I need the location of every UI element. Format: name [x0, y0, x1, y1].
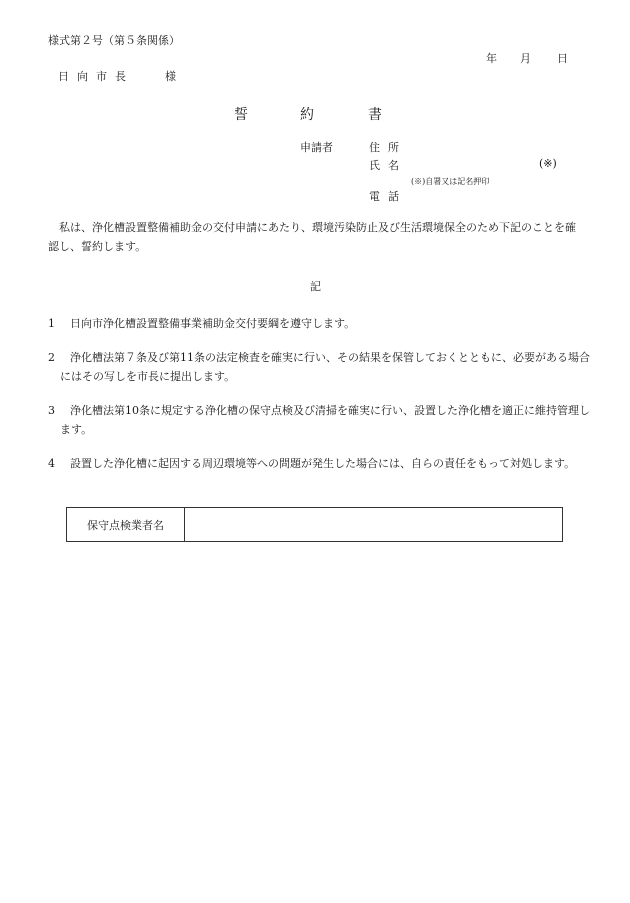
date-month-label: 月 [520, 52, 531, 65]
phone-label: 電話 [369, 190, 407, 203]
item-text: 日向市浄化槽設置整備事業補助金交付要綱を遵守します。 [70, 317, 356, 330]
record-heading: 記 [310, 280, 321, 293]
item-number: 3 [48, 404, 55, 417]
addressee: 日向市長 [58, 70, 134, 83]
inspector-label-cell: 保守点検業者名 [67, 508, 185, 542]
list-item [48, 401, 598, 439]
list-item [48, 454, 598, 473]
item-number: 2 [48, 351, 55, 364]
form-label: 様式第２号（第５条関係） [48, 34, 180, 47]
inspector-name-field[interactable] [185, 508, 563, 542]
item-number: 1 [48, 317, 55, 330]
item-text: 浄化槽法第７条及び第11条の法定検査を確実に行い、その結果を保管しておくとともに、必要がある場合にはその写しを市長に提出します。 [60, 351, 590, 383]
seal-note: (※)自署又は記名押印 [411, 177, 490, 186]
inspector-table [66, 507, 563, 542]
document-title-char-1: 誓 [234, 107, 248, 123]
list-item [48, 348, 598, 386]
date-year-label: 年 [486, 52, 497, 65]
name-label: 氏名 [369, 159, 407, 172]
addressee-honorific: 様 [165, 70, 176, 83]
list-item [48, 314, 598, 333]
address-label: 住所 [369, 141, 407, 154]
document-title-char-3: 書 [368, 107, 382, 123]
date-day-label: 日 [557, 52, 568, 65]
intro-paragraph: 私は、浄化槽設置整備補助金の交付申請にあたり、環境汚染防止及び生活環境保全のため下記のことを確認し、誓約します。 [48, 221, 576, 253]
applicant-label: 申請者 [300, 141, 333, 154]
item-text: 設置した浄化槽に起因する周辺環境等への問題が発生した場合には、自らの責任をもって対処します。 [70, 457, 576, 470]
item-number: 4 [48, 457, 55, 470]
signature-mark: (※) [539, 157, 557, 170]
item-text: 浄化槽法第10条に規定する浄化槽の保守点検及び清掃を確実に行い、設置した浄化槽を適正に維持管理します。 [60, 404, 590, 436]
document-title-char-2: 約 [300, 107, 314, 123]
